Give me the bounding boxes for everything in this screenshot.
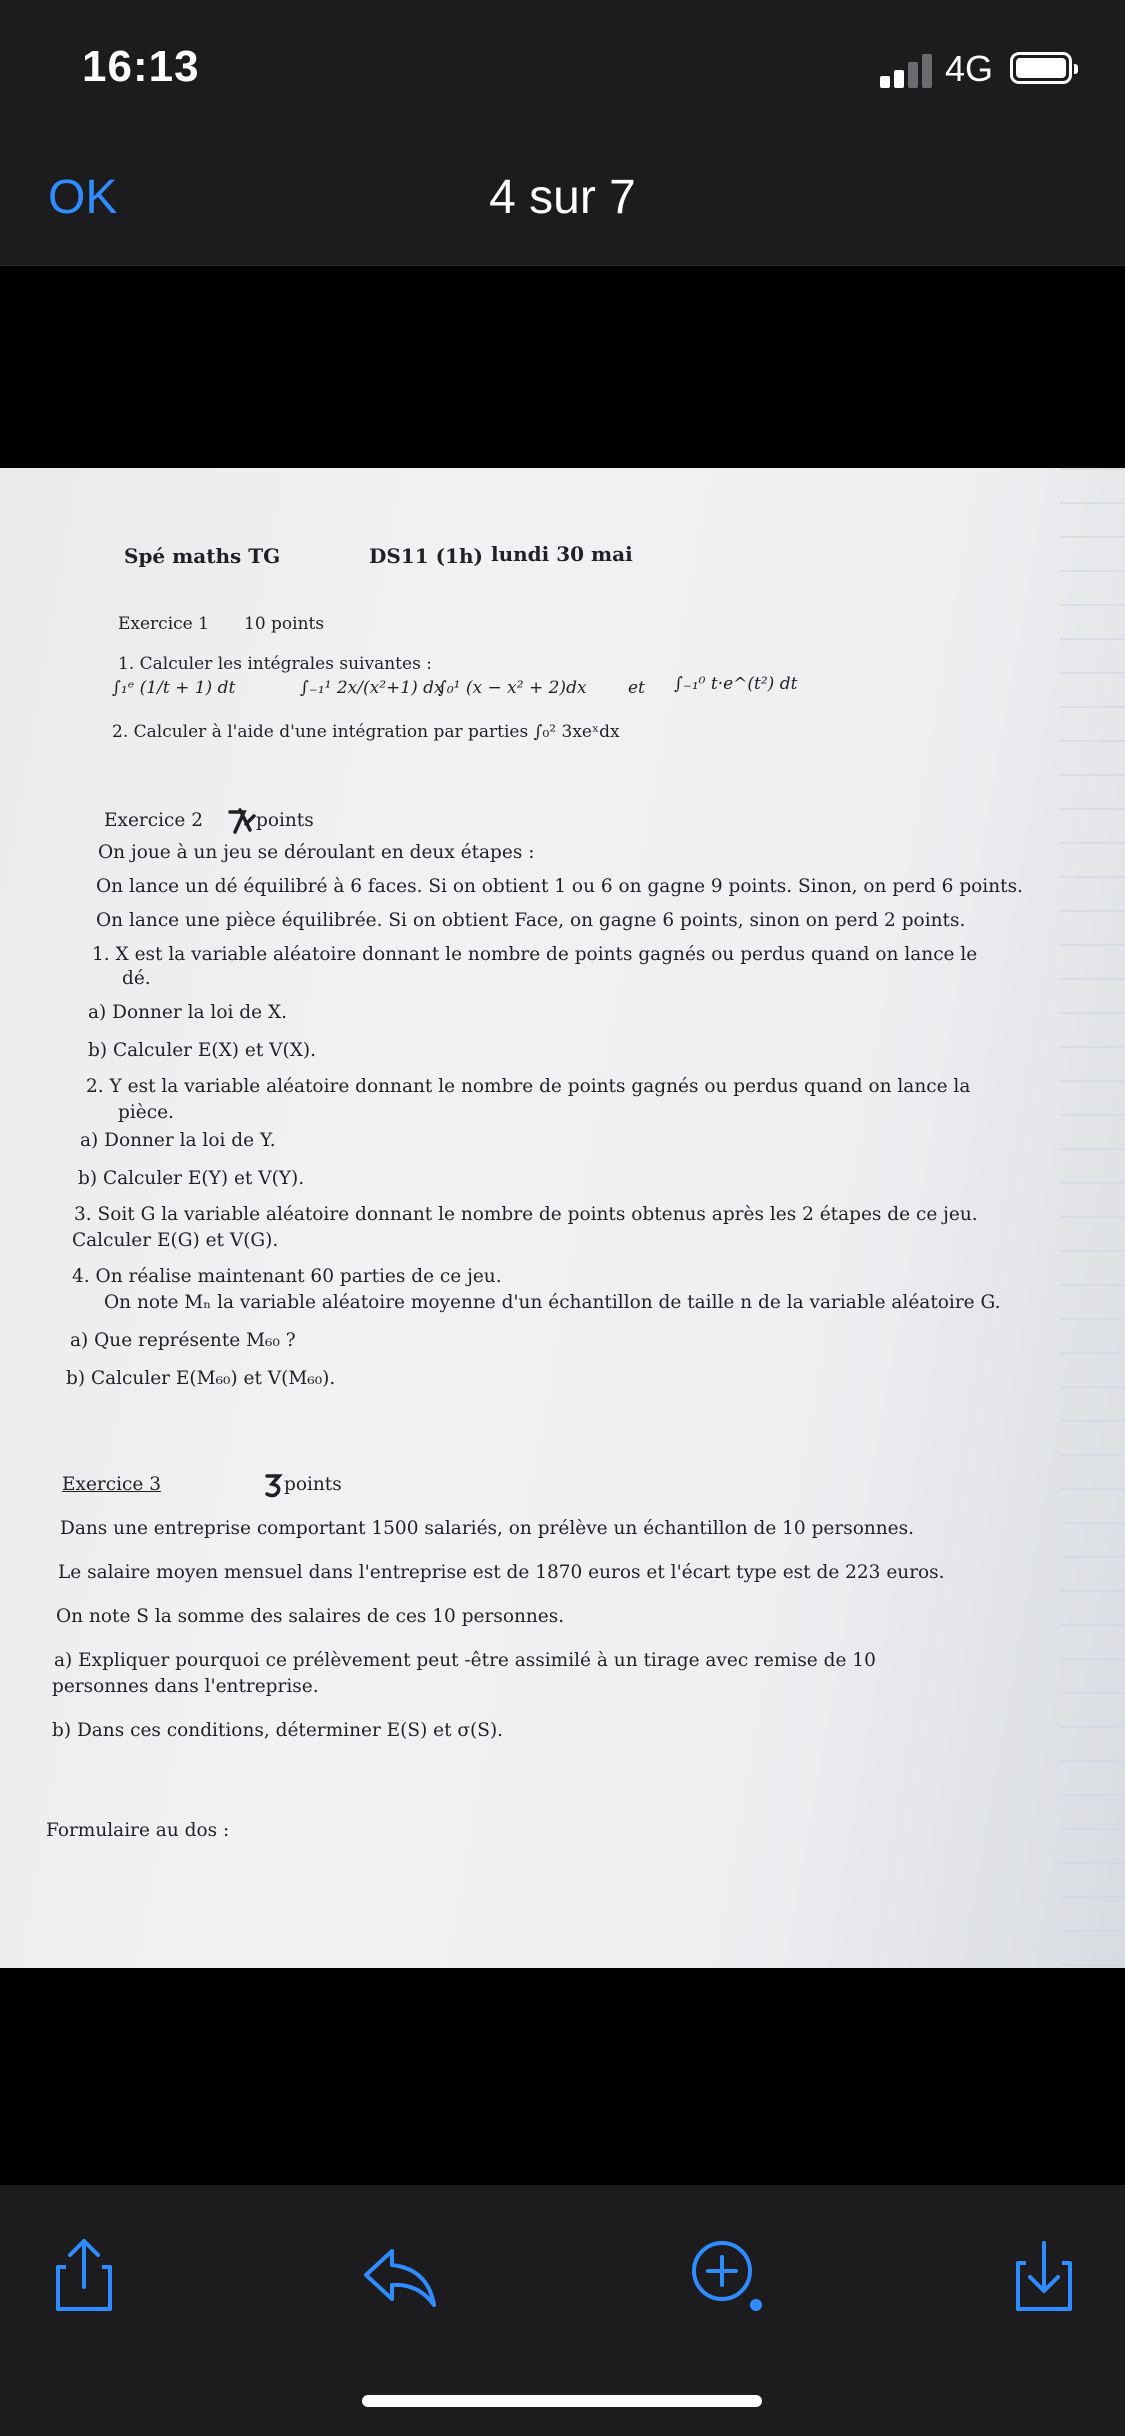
status-bar <box>0 0 1125 140</box>
home-indicator[interactable] <box>362 2395 762 2407</box>
ex2-q1-a: a) Donner la loi de X. <box>88 1002 288 1023</box>
ex2-q2-b: b) Calculer E(Y) et V(Y). <box>78 1168 305 1189</box>
ex2-q1-b: b) Calculer E(X) et V(X). <box>88 1040 317 1061</box>
ex1-integral-d: ∫₋₁⁰ t·e^(t²) dt <box>674 674 798 694</box>
ex3-line3: On note S la somme des salaires de ces 10 personnes. <box>56 1606 565 1627</box>
ex3-qb: b) Dans ces conditions, déterminer E(S) et σ(S). <box>52 1720 504 1741</box>
navigation-bar <box>0 140 1125 266</box>
handwritten-points-mark <box>226 806 258 834</box>
header-test: DS11 (1h) <box>369 544 483 568</box>
ex2-points: points <box>256 810 314 831</box>
page-title: 4 sur 7 <box>489 171 636 224</box>
ex3-qa-line1: a) Expliquer pourquoi ce prélèvement peut -être assimilé à un tirage avec remise de 10 <box>54 1650 876 1671</box>
ex2-q3-line1: 3. Soit G la variable aléatoire donnant le nombre de points obtenus après les 2 étapes de ce jeu. <box>74 1204 978 1225</box>
ex2-intro: On joue à un jeu se déroulant en deux étapes : <box>98 842 535 863</box>
ex2-q4-a: a) Que représente M₆₀ ? <box>70 1330 296 1351</box>
ex2-q1-line1: 1. X est la variable aléatoire donnant le nombre de points gagnés ou perdus quand on lance le <box>92 944 978 965</box>
ex3-line1: Dans une entreprise comportant 1500 salariés, on prélève un échantillon de 10 personnes. <box>60 1518 914 1539</box>
header-subject: Spé maths TG <box>124 544 281 568</box>
battery-icon <box>1010 52 1072 84</box>
ex1-points: 10 points <box>244 614 325 634</box>
status-time: 16:13 <box>82 42 200 91</box>
ex3-title: Exercice 3 <box>62 1474 161 1495</box>
network-type: 4G <box>945 48 994 89</box>
ex1-integral-c: ∫₀¹ (x − x² + 2)dx <box>438 678 587 698</box>
signal-strength-icon <box>880 54 936 88</box>
ex1-q2: 2. Calculer à l'aide d'une intégration par parties ∫₀² 3xeˣdx <box>112 722 620 742</box>
reply-icon[interactable] <box>358 2235 438 2315</box>
markup-plus-icon[interactable] <box>686 2235 766 2315</box>
ok-button[interactable]: OK <box>48 171 118 224</box>
ex2-q2-line2: pièce. <box>118 1102 174 1123</box>
ex2-title: Exercice 2 <box>104 810 203 831</box>
ex3-points: points <box>284 1474 342 1495</box>
footer-note: Formulaire au dos : <box>46 1820 230 1841</box>
ex3-qa-line2: personnes dans l'entreprise. <box>52 1676 319 1697</box>
document-photo[interactable] <box>0 468 1125 1968</box>
handwritten-points-mark <box>264 1472 284 1498</box>
ex1-title: Exercice 1 <box>118 614 209 634</box>
header-date: lundi 30 mai <box>491 542 633 566</box>
save-download-icon[interactable] <box>1004 2235 1084 2315</box>
ex2-q2-a: a) Donner la loi de Y. <box>80 1130 276 1151</box>
ex1-q1: 1. Calculer les intégrales suivantes : <box>118 654 432 674</box>
share-icon[interactable] <box>44 2235 124 2315</box>
ex2-q4-line1: 4. On réalise maintenant 60 parties de ce jeu. <box>72 1266 502 1287</box>
exam-sheet <box>0 474 1124 1968</box>
ex3-line2: Le salaire moyen mensuel dans l'entreprise est de 1870 euros et l'écart type est de 223 euros. <box>58 1562 945 1583</box>
ex2-q4-b: b) Calculer E(M₆₀) et V(M₆₀). <box>66 1368 336 1389</box>
ex2-q2-line1: 2. Y est la variable aléatoire donnant le nombre de points gagnés ou perdus quand on lance la <box>86 1076 971 1097</box>
ex2-line1: On lance un dé équilibré à 6 faces. Si on obtient 1 ou 6 on gagne 9 points. Sinon, on perd 6 points. <box>96 876 1023 897</box>
ex2-line2: On lance une pièce équilibrée. Si on obtient Face, on gagne 6 points, sinon on perd 2 points. <box>96 910 966 931</box>
ex1-et: et <box>628 678 645 698</box>
ex2-q3-line2: Calculer E(G) et V(G). <box>72 1230 279 1251</box>
ex2-q1-line2: dé. <box>122 968 151 989</box>
ex2-q4-line2: On note Mₙ la variable aléatoire moyenne d'un échantillon de taille n de la variable aléatoire G. <box>104 1292 1001 1313</box>
ex1-integral-b: ∫₋₁¹ 2x/(x²+1) dx <box>300 678 444 698</box>
ex1-integral-a: ∫₁ᵉ (1/t + 1) dt <box>112 678 236 698</box>
